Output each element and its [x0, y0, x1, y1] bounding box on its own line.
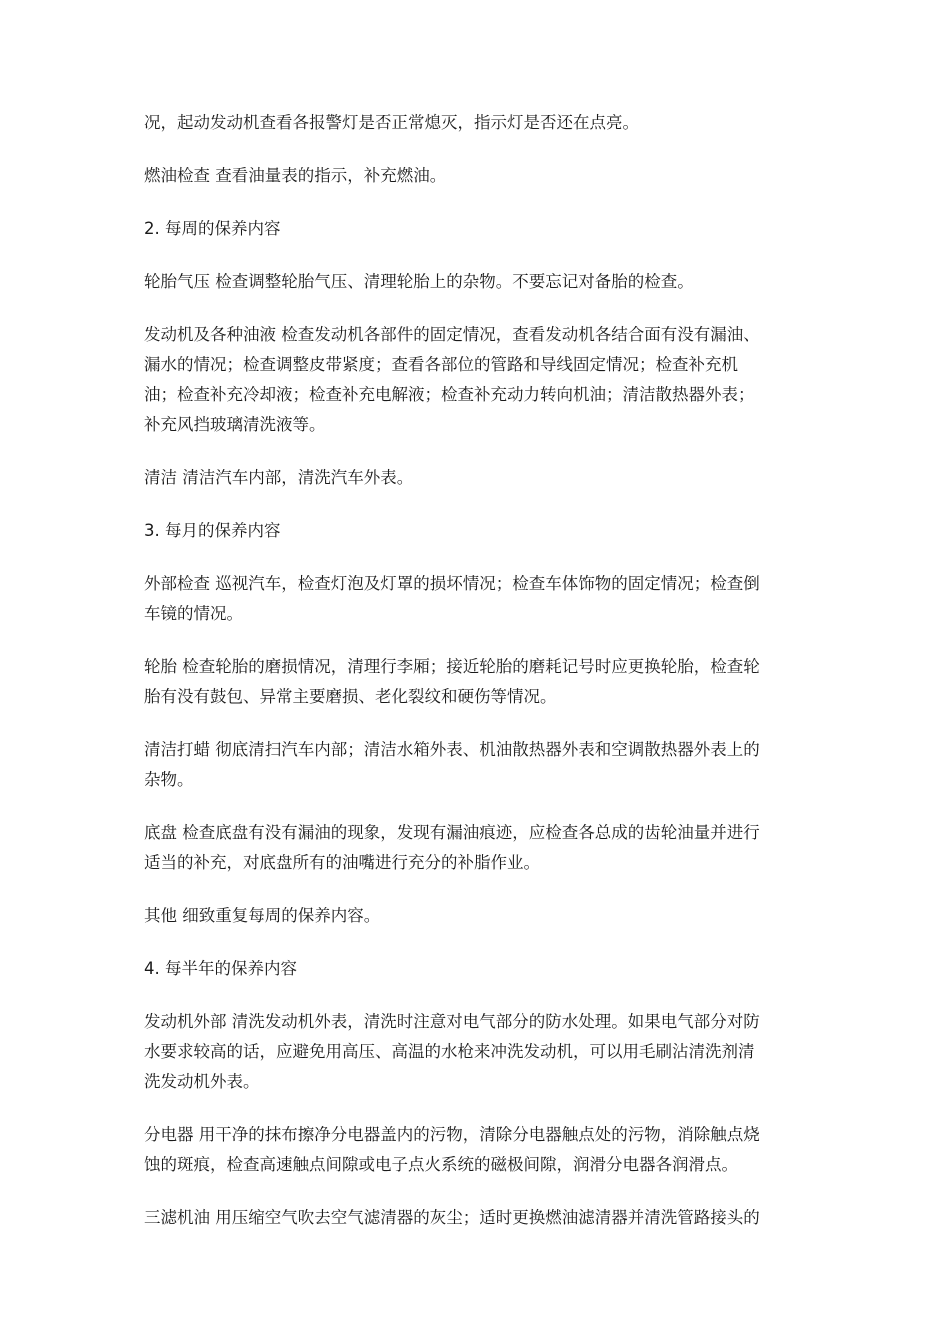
text-line: 底盘 检查底盘有没有漏油的现象，发现有漏油痕迹，应检查各总成的齿轮油量并进行: [144, 823, 760, 842]
section-heading: [144, 516, 804, 546]
paragraph: [144, 735, 804, 795]
section-heading: [144, 214, 804, 244]
text-line: 适当的补充，对底盘所有的油嘴进行充分的补脂作业。: [144, 853, 540, 872]
text-line: 清洁打蜡 彻底清扫汽车内部；清洁水箱外表、机油散热器外表和空调散热器外表上的: [144, 740, 760, 759]
text-line: 燃油检查 查看油量表的指示，补充燃油。: [144, 166, 447, 185]
text-line: 清洁 清洁汽车内部，清洗汽车外表。: [144, 468, 414, 487]
text-line: 漏水的情况；检查调整皮带紧度；查看各部位的管路和导线固定情况；检查补充机: [144, 355, 738, 374]
paragraph: [144, 108, 804, 138]
text-line: 洗发动机外表。: [144, 1072, 260, 1091]
text-line: 2. 每周的保养内容: [144, 219, 281, 238]
text-line: 水要求较高的话，应避免用高压、高温的水枪来冲洗发动机，可以用毛刷沾清洗剂清: [144, 1042, 755, 1061]
document-body: [144, 108, 804, 1256]
text-line: 胎有没有鼓包、异常主要磨损、老化裂纹和硬伤等情况。: [144, 687, 557, 706]
paragraph: [144, 569, 804, 629]
text-line: 4. 每半年的保养内容: [144, 959, 297, 978]
text-line: 外部检查 巡视汽车，检查灯泡及灯罩的损坏情况；检查车体饰物的固定情况；检查倒: [144, 574, 760, 593]
paragraph: [144, 1007, 804, 1097]
section-heading: [144, 954, 804, 984]
paragraph: [144, 652, 804, 712]
text-line: 轮胎气压 检查调整轮胎气压、清理轮胎上的杂物。不要忘记对备胎的检查。: [144, 272, 694, 291]
text-line: 分电器 用干净的抹布擦净分电器盖内的污物，清除分电器触点处的污物，消除触点烧: [144, 1125, 760, 1144]
text-line: 轮胎 检查轮胎的磨损情况，清理行李厢；接近轮胎的磨耗记号时应更换轮胎，检查轮: [144, 657, 760, 676]
paragraph: [144, 1203, 804, 1233]
text-line: 车镜的情况。: [144, 604, 243, 623]
paragraph: [144, 320, 804, 440]
paragraph: [144, 901, 804, 931]
text-line: 蚀的斑痕，检查高速触点间隙或电子点火系统的磁极间隙，润滑分电器各润滑点。: [144, 1155, 738, 1174]
paragraph: [144, 463, 804, 493]
text-line: 补充风挡玻璃清洗液等。: [144, 415, 326, 434]
paragraph: [144, 1120, 804, 1180]
text-line: 3. 每月的保养内容: [144, 521, 281, 540]
text-line: 发动机及各种油液 检查发动机各部件的固定情况，查看发动机各结合面有没有漏油、: [144, 325, 760, 344]
text-line: 油；检查补充冷却液；检查补充电解液；检查补充动力转向机油；清洁散热器外表；: [144, 385, 755, 404]
text-line: 杂物。: [144, 770, 194, 789]
paragraph: [144, 267, 804, 297]
text-line: 三滤机油 用压缩空气吹去空气滤清器的灰尘；适时更换燃油滤清器并清洗管路接头的: [144, 1208, 760, 1227]
text-line: 况，起动发动机查看各报警灯是否正常熄灭，指示灯是否还在点亮。: [144, 113, 639, 132]
text-line: 发动机外部 清洗发动机外表，清洗时注意对电气部分的防水处理。如果电气部分对防: [144, 1012, 760, 1031]
paragraph: [144, 161, 804, 191]
text-line: 其他 细致重复每周的保养内容。: [144, 906, 381, 925]
paragraph: [144, 818, 804, 878]
